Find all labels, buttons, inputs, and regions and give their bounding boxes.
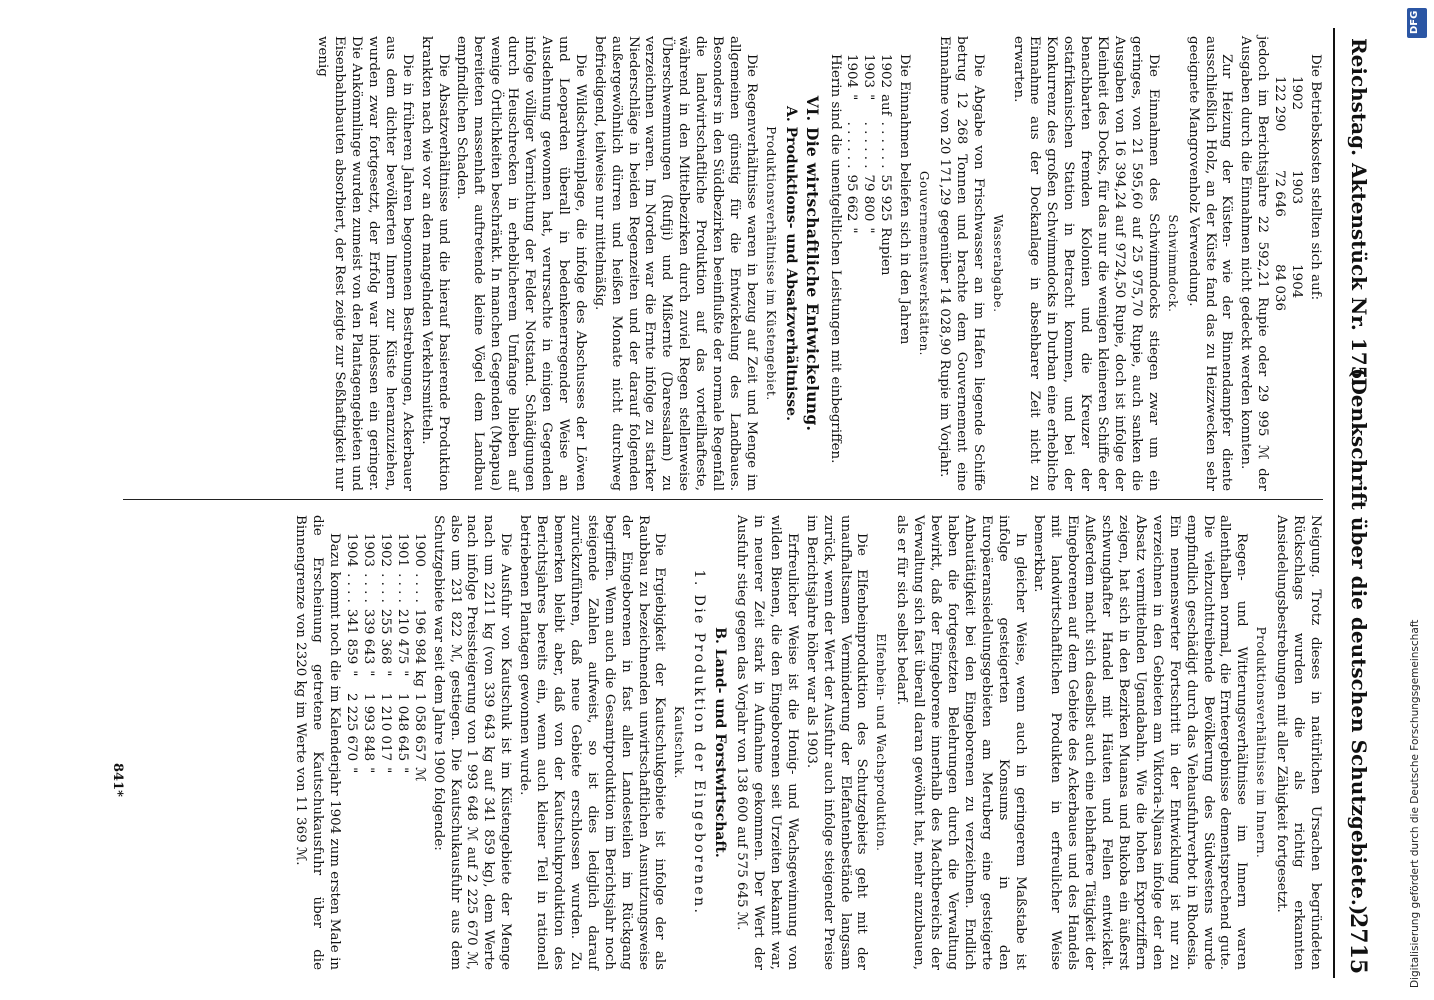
cell-year: 1904: [844, 54, 860, 89]
cell-mark: 1 210 017: [377, 692, 393, 762]
costs-table: [1270, 76, 1304, 317]
paragraph: Die Ausfuhr von Kautschuk ist im Küstengebiete der Menge nach um 2211 kg (von 339 643 kg auf 341 859 kg), dem Werte nach infolge Preissteigerung von 1 993 648 ℳ auf 2 225 670 ℳ, also um 231 822 ℳ, gestiegen. Die Kautschukausfuhr aus dem Schutzgebiete war seit dem Jahre 1900 folgende:: [430, 515, 514, 970]
section-heading: VI. Die wirtschaftliche Entwickelung.: [802, 95, 822, 432]
header-center: (Denkschrift über die deutschen Schutzgebiete.): [1347, 368, 1371, 916]
rotated-page: [30, 28, 1375, 978]
cell-year: 1902: [377, 533, 393, 568]
paragraph: Die Einnahmen beliefen sich in den Jahren: [897, 54, 913, 345]
funding-notice: Digitalisierung gefördert durch die Deutsche Forschungsgemeinschaft: [1409, 619, 1421, 988]
table-row: [843, 54, 860, 281]
cell-dots: . . . .: [361, 573, 377, 603]
costs-value: 72 646: [1272, 170, 1288, 217]
cell-unit: ": [861, 227, 877, 234]
table-row: [359, 533, 376, 787]
cell-mark: 1 058 657: [411, 692, 427, 762]
cell-kg-unit: ": [377, 670, 393, 677]
cell-kg: 255 368: [377, 608, 393, 665]
page-number: 2715: [1345, 913, 1371, 975]
workshop-table: [843, 54, 894, 281]
section-subheading: B. Land- und Forstwirtschaft.: [712, 627, 729, 858]
costs-value: 84 036: [1272, 264, 1288, 312]
left-column: [311, 36, 1323, 491]
cell-mark-unit: ": [361, 767, 377, 774]
table-row: [859, 54, 876, 281]
table-row: [376, 533, 393, 787]
paragraph: In gleicher Weise, wenn auch in geringerem Maßstabe ist infolge gesteigerten Konsums in den Europäeransiedelungsgebieten am Meruberg eine gesteigerte Anbautätigkeit bei den Eingeborenen zu verzeichnen. Endlich haben die fortgesetzten Belehrungen durch die Verwaltung bewirkt, daß der Eingeborene innerhalb des Machtbereichs der Verwaltung sich fast überall daran gewöhnt hat, mehr anzubauen, als er für sich selbst bedarf.: [894, 515, 1028, 970]
table-row: [410, 533, 427, 787]
column-divider: [123, 499, 1323, 500]
subheading: Gouvernementswerkstätten.: [917, 170, 932, 357]
paragraph: Die Ergiebigkeit der Kautschukgebiete ist infolge der als Raubbau zu bezeichnenden unwirtschaftlichen Ausnutzungsweise der Eingeborenen in fast allen Landesteilen im Rückgang begriffen. Wenn auch die Gesamtproduktion im Berichtsjahr noch steigende Zahlen aufweist, so ist dies lediglich darauf zurückzuführen, daß neue Gebiete erschlossen wurden. Zu bemerken bleibt aber, daß von der Kautschukproduktion des Berichtsjahres bereits ein, wenn auch kleiner Teil in rationell betriebenen Plantagen gewonnen wurde.: [517, 515, 668, 970]
table-row: [393, 533, 410, 787]
paragraph: Die Absatzverhältnisse und die hierauf basierende Produktion krankten nach wie vor an den mangelnden Verkehrsmitteln.: [418, 36, 451, 491]
cell-kg-unit: ": [344, 670, 360, 677]
paragraph: Die Elfenbeinproduktion des Schutzgebiets geht mit der unaufhaltsamen Verminderung der Elefantenbestände langsam zurück, wenn der Wert der Ausfuhr auch infolge steigender Preise im Berichtsjahre höher war als 1903.: [803, 515, 870, 970]
subheading: Schwimmdock.: [1165, 214, 1180, 313]
cell-word: ": [861, 94, 877, 101]
cell-kg-unit: kg: [411, 670, 427, 687]
cell-mark-unit: ": [344, 767, 360, 774]
cell-kg: 210 475: [394, 608, 410, 665]
cell-dots: . . . .: [344, 573, 360, 603]
paragraph: jedoch im Berichtsjahre 22 592,21 Rupie oder 29 995 ℳ der Ausgaben durch die Einnahmen nicht gedeckt werden konnten.: [1238, 36, 1271, 491]
cell-dots: . . . .: [411, 573, 427, 603]
cell-kg: 341 859: [344, 608, 360, 665]
costs-year: 1904: [1289, 264, 1305, 299]
paragraph: Neigung. Trotz dieses in natürlichen Ursachen begründeten Rückschlags wurden die als richtig erkannten Ansiedelungsbestrebungen mit aller Zähigkeit fortgesetzt.: [1274, 515, 1323, 970]
cell-mark-unit: ": [377, 767, 393, 774]
paragraph: Hierin sind die unentgeltlichen Leistungen mit einbegriffen.: [827, 54, 843, 464]
cell-word: ": [844, 94, 860, 101]
cell-unit: ": [844, 227, 860, 234]
paragraph: Die in früheren Jahren begonnenen Bestrebungen, Ackerbauer aus dem dichter bevölkerten Innern zur Küste heranzuziehen, wurden zwar fortgesetzt, der Erfolg war indessen ein geringer. Die Ankömmlinge wurden zumeist von den Plantagengebieten und Eisenbahnbauten absorbiert, der Rest zeigte zur Seßhaftigkeit nur wenig: [315, 36, 415, 491]
right-column: [290, 515, 1323, 970]
costs-year: 1902: [1289, 76, 1305, 111]
signature-mark: 841*: [110, 763, 125, 797]
subheading: Wasserabgabe.: [990, 214, 1005, 313]
rubber-table: [342, 533, 427, 787]
cell-year: 1902: [878, 54, 894, 89]
cell-kg: 196 984: [411, 608, 427, 665]
paragraph: Erfreulicher Weise ist die Honig- und Wachsgewinnung von wilden Bienen, die den Eingeborenen seit Urzeiten bekannt war, in neuerer Zeit stark in Aufnahme gekommen. Der Wert der Ausfuhr stieg gegen das Vorjahr von 138 600 auf 575 645 ℳ.: [734, 515, 800, 970]
paragraph: Dazu kommt noch die im Kalenderjahr 1904 zum ersten Male in die Erscheinung getretene Kautschukausfuhr über die Binnengrenze von 2320 kg im Werte von 11 369 ℳ.: [293, 515, 343, 970]
paragraph: Regen- und Witterungsverhältnisse im Innern waren allenthalben normal, die Ernteergebnisse dementsprechend gute. Die viehzuchttreibende Bevölkerung des Südwestens wurde empfindlich geschädigt durch das Viehausfuhrverbot in Rhodesia. Ein nennenswerter Fortschritt in der Entwicklung ist nur zu verzeichnen in den Gebieten am Viktoria-Njansa infolge der den Absatz vermittelnden Ugandabahn. Wie die hohen Exportziffern zeigen, hat sich in den Bezirken Muansa und Bukoba ein äußerst schwunghafter Handel mit Häuten und Fellen entwickelt. Außerdem macht sich daselbst auch eine lebhaftere Tätigkeit der Eingeborenen auf dem Gebiete des Ackerbaues und des Handels mit landwirtschaftlichen Produkten in erfreulicher Weise bemerkbar.: [1031, 515, 1250, 970]
dfg-sidebar: [1405, 8, 1431, 992]
cell-year: 1903: [861, 54, 877, 89]
cell-dots: . . . . . .: [878, 121, 894, 169]
cell-mark: 1 993 848: [361, 692, 377, 762]
cell-unit: Rupien: [878, 227, 894, 276]
page-header: [1333, 28, 1375, 978]
section-subheading: 1. Die Produktion der Eingeborenen.: [691, 569, 708, 916]
cell-mark-unit: ": [394, 767, 410, 774]
subheading: Kautschuk.: [672, 706, 687, 779]
cell-kg-unit: ": [394, 670, 410, 677]
paragraph: Die Abgabe von Frischwasser an im Hafen liegende Schiffe betrug 12 268 Tonnen und brachte dem Gouvernement eine Einnahme von 20 171,29 gegenüber 14 028,90 Rupie im Vorjahr.: [936, 36, 986, 491]
cell-year: 1901: [394, 533, 410, 568]
table-row: [876, 54, 893, 281]
header-left: Reichstag. Aktenstück Nr. 175.: [1347, 38, 1371, 387]
cell-kg-unit: ": [361, 670, 377, 677]
cell-mark: 2 225 670: [344, 692, 360, 762]
cell-dots: . . . . . .: [844, 121, 860, 169]
cell-value: 79 800: [861, 174, 877, 222]
cell-dots: . . . .: [377, 573, 393, 603]
cell-year: 1900: [411, 533, 427, 568]
cell-dots: . . . . . .: [861, 121, 877, 169]
costs-value: 122 290: [1272, 76, 1288, 132]
subheading: Produktionsverhältnisse im Innern.: [1254, 626, 1269, 859]
cell-year: 1904: [344, 533, 360, 568]
paragraph: Die Betriebskosten stellten sich auf:: [1308, 54, 1323, 301]
cell-mark: 1 048 645: [394, 692, 410, 762]
subheading: Elfenbein- und Wachsproduktion.: [874, 633, 889, 852]
dfg-logo-text: DFG: [1409, 10, 1420, 34]
paragraph: Zur Heizung der Küsten- wie der Binnendampfer diente ausschließlich Holz, an der Küste fand das zu Heizzwecken sehr geeignete Mangrovenholz Verwendung.: [1185, 36, 1235, 491]
costs-year: 1903: [1289, 170, 1305, 205]
cell-value: 95 662: [844, 174, 860, 222]
paragraph: Die Wildschweinplage, die infolge des Abschusses der Löwen und Leoparden überall in bedenkenerregender Weise an Ausdehnung gewonnen hat, verursachte in einigen Gegenden infolge völliger Vernichtung der Felder Notstand. Schädigungen durch Heuschrecken in erheblicherem Umfange blieben auf wenige Örtlichkeiten beschränkt. In manchen Gegenden (Mpapua) bereiteten massenhaft auftretende kleine Vögel dem Landbau empfindlichen Schaden.: [454, 36, 588, 491]
cell-value: 55 925: [878, 174, 894, 222]
cell-year: 1903: [361, 533, 377, 568]
subheading: Produktionsverhältnisse im Küstengebiet.: [763, 126, 778, 401]
paragraph: Die Einnahmen des Schwimmdocks stiegen zwar um ein geringes, von 21 595,60 auf 25 975,70 Rupie, auch sanken die Ausgaben von 16 394,24 auf 9724,50 Rupie, doch ist infolge der Kleinheit des Docks, für das nur die wenigen kleineren Schiffe der benachbarten fremden Kolonien und die Kreuzer der ostafrikanischen Station in Betracht kommen, und bei der Konkurrenz des großen Schwimmdocks in Durban eine erhebliche Einnahme aus der Dockanlage in absehbarer Zeit nicht zu erwarten.: [1010, 36, 1161, 491]
cell-kg: 339 643: [361, 608, 377, 665]
section-subheading: A. Produktions- und Absatzverhältnisse.: [782, 106, 799, 421]
cell-dots: . . . .: [394, 573, 410, 603]
table-row: [342, 533, 359, 787]
cell-word: auf: [878, 94, 894, 116]
cell-mark-unit: ℳ: [411, 767, 427, 782]
paragraph: Die Regenverhältnisse waren in bezug auf Zeit und Menge im allgemeinen günstig für die Entwickelung des Landbaues. Besonders in den Süddbezirken beeinflußte der normale Regenfall die landwirtschaftliche Produktion auf das vorteilhafteste, während in den Mittelbezirken durch zuviel Regen stellenweise Überschwemmungen (Rufiji) und Mißernte (Daressalam) zu verzeichnen waren. Im Norden war die Ernte infolge zu starker Niederschläge in beiden Regenzeiten und der darauf folgenden außergewöhnlich dürren und heißen Monate nicht durchweg befriedigend, teilweise nur mittelmäßig.: [591, 36, 759, 491]
